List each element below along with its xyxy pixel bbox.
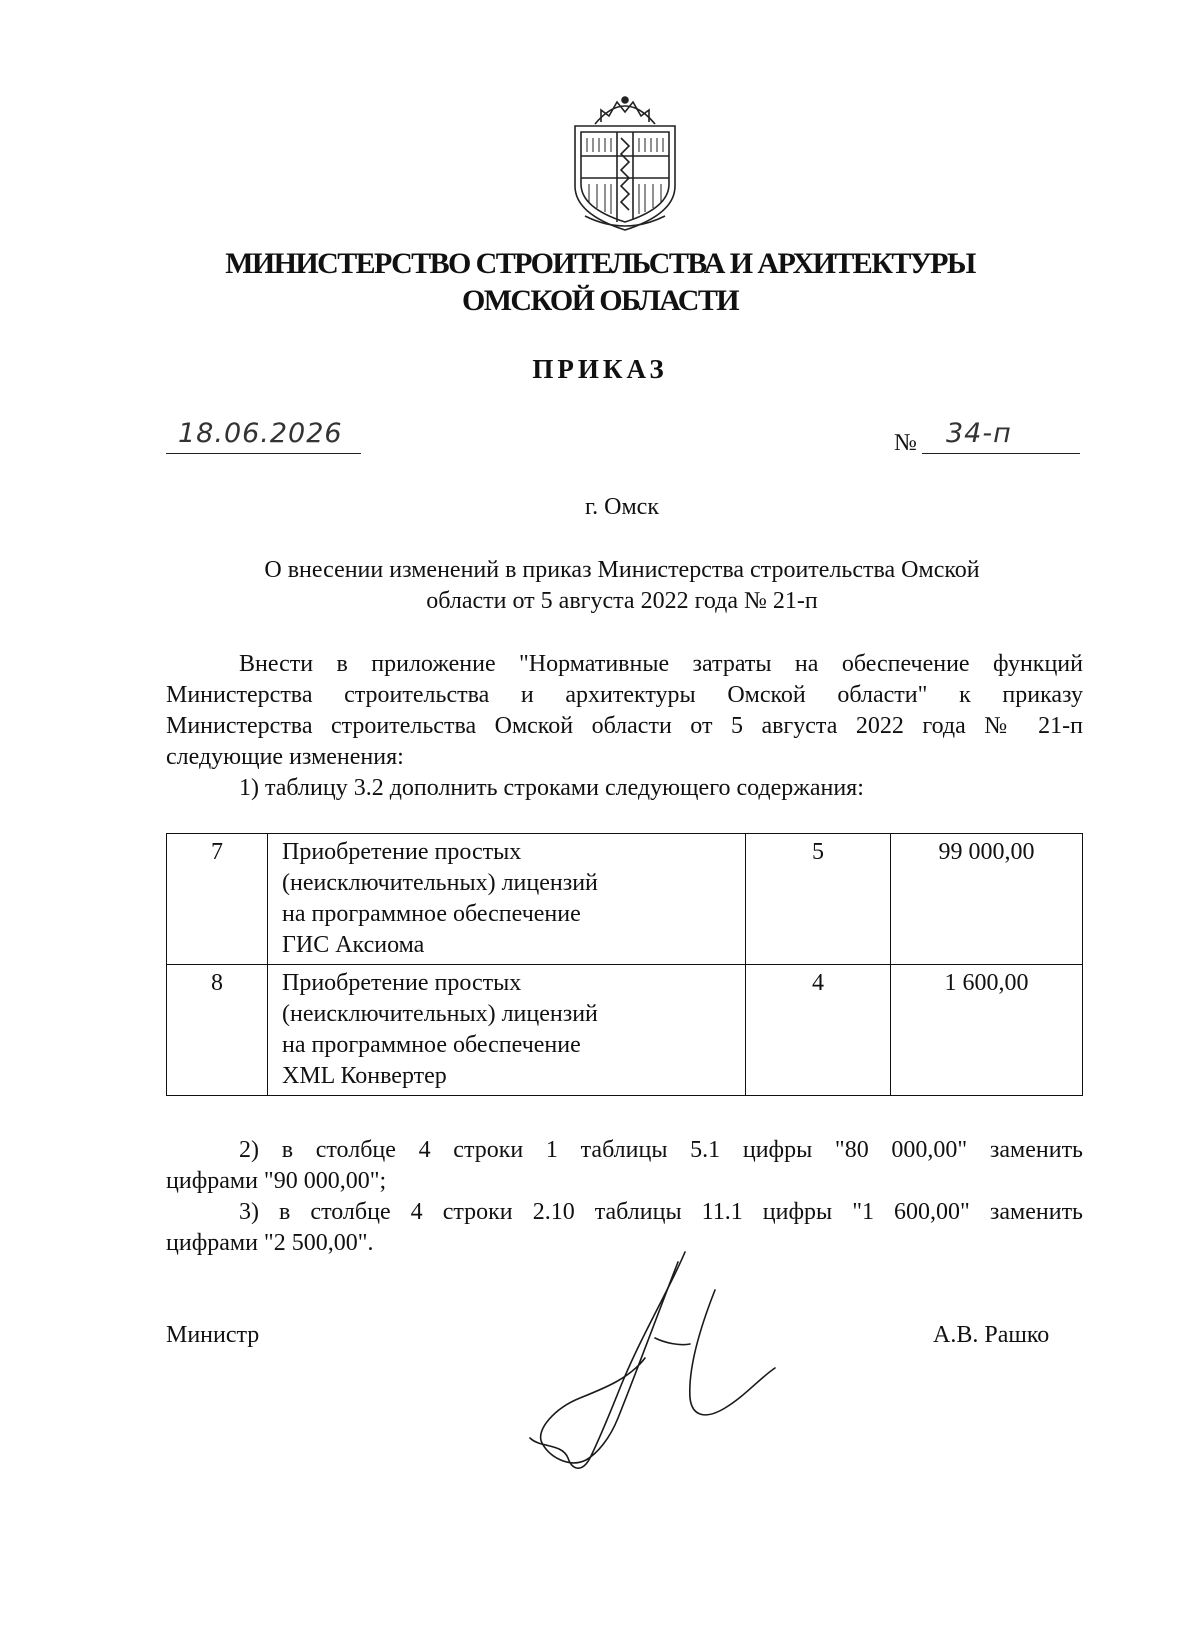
row-name-line: ГИС Аксиома [282, 932, 425, 958]
document-type-title: ПРИКАЗ [532, 354, 668, 384]
row-name-line: Приобретение простых [282, 970, 522, 996]
row-name-line: XML Конвертер [282, 1063, 447, 1089]
row-name-cell [268, 834, 746, 965]
row-quantity: 5 [746, 834, 891, 965]
city-name: г. Омск [585, 494, 659, 520]
body-paragraph-line2: Министерства строительства и архитектуры Омской области" к приказу [166, 682, 1083, 708]
row-price: 99 000,00 [891, 834, 1083, 965]
order-date: 18.06.2026 [166, 418, 361, 454]
row-name-line: на программное обеспечение [282, 901, 581, 927]
signatory-name: А.В. Рашко [933, 1322, 1050, 1348]
ministry-name-line2: ОМСКОЙ ОБЛАСТИ [461, 284, 739, 317]
body-paragraph-line3: Министерства строительства Омской области от 5 августа 2022 года № 21-п [166, 713, 1083, 739]
item-1-text: 1) таблицу 3.2 дополнить строками следующего содержания: [239, 775, 864, 801]
item-3-line1: 3) в столбце 4 строки 2.10 таблицы 11.1 цифры "1 600,00" заменить [239, 1199, 1083, 1225]
row-name-line: (неисключительных) лицензий [282, 1001, 598, 1027]
table-row [167, 965, 1083, 1096]
ministry-name-line1: МИНИСТЕРСТВО СТРОИТЕЛЬСТВА И АРХИТЕКТУРЫ [225, 247, 975, 280]
row-price: 1 600,00 [891, 965, 1083, 1096]
number-sign: № [894, 430, 917, 456]
item-2-line1: 2) в столбце 4 строки 1 таблицы 5.1 цифры "80 000,00" заменить [239, 1137, 1083, 1163]
signatory-position: Министр [166, 1322, 260, 1348]
row-number: 8 [167, 965, 268, 1096]
order-number: 34-п [922, 418, 1080, 454]
subject-line1: О внесении изменений в приказ Министерства строительства Омской [264, 557, 980, 583]
coat-of-arms-emblem [565, 94, 685, 232]
body-paragraph-line4: следующие изменения: [166, 744, 404, 770]
row-name-cell [268, 965, 746, 1096]
item-2-line2: цифрами "90 000,00"; [166, 1168, 387, 1194]
row-number: 7 [167, 834, 268, 965]
table-row [167, 834, 1083, 965]
licenses-table [166, 833, 1083, 1096]
row-name-line: на программное обеспечение [282, 1032, 581, 1058]
body-paragraph-line1: Внести в приложение "Нормативные затраты на обеспечение функций [239, 651, 1083, 677]
row-name-line: (неисключительных) лицензий [282, 870, 598, 896]
row-name-line: Приобретение простых [282, 839, 522, 865]
item-3-line2: цифрами "2 500,00". [166, 1230, 374, 1256]
handwritten-signature [520, 1248, 780, 1478]
row-quantity: 4 [746, 965, 891, 1096]
subject-line2: области от 5 августа 2022 года № 21-п [426, 588, 818, 614]
